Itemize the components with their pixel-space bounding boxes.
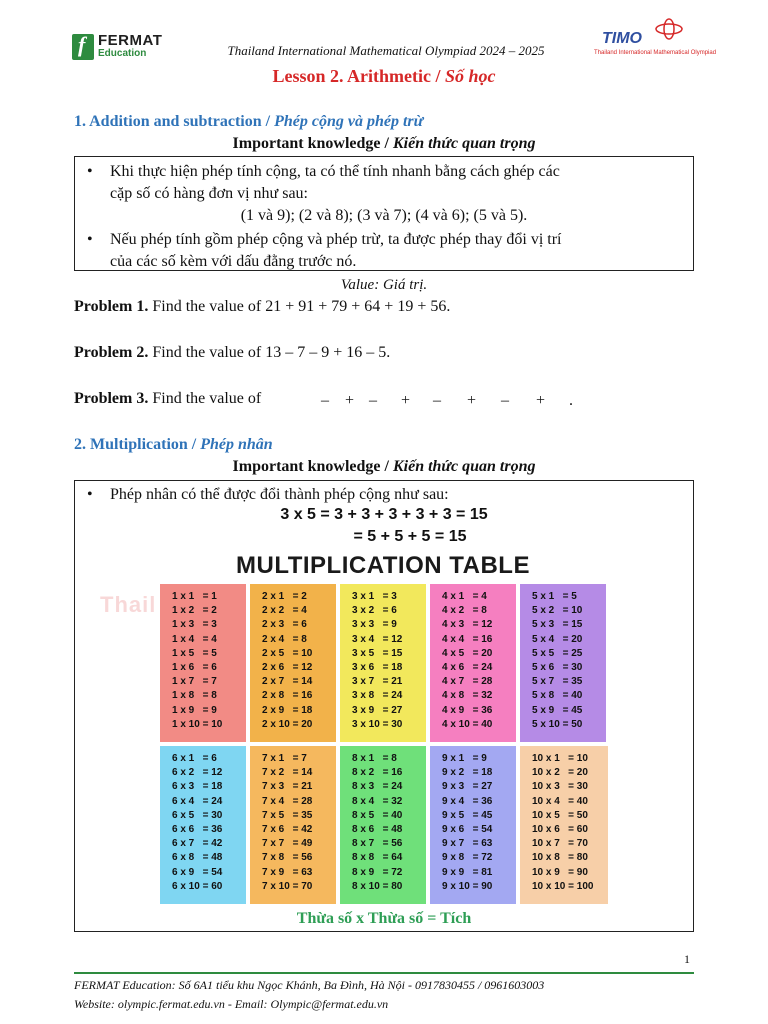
watermark: Thail — [100, 592, 157, 617]
times-table-row: 6 x 8 = 48 — [172, 852, 223, 864]
times-table-row: 3 x 3 = 9 — [352, 619, 397, 631]
times-table-row: 10 x 10 = 100 — [532, 880, 594, 892]
times-table-7 — [250, 746, 336, 904]
times-table-5 — [520, 584, 606, 742]
footer-address: FERMAT Education: Số 6A1 tiểu khu Ngọc Khánh, Ba Đình, Hà Nội - 0917830455 / 0961603003 — [74, 978, 545, 992]
section1-title-vi: Phép cộng và phép trừ — [274, 113, 424, 130]
section1-ik-en: Important knowledge / — [232, 135, 393, 152]
fermat-logo-icon — [72, 34, 94, 60]
section2-title-vi: Phép nhân — [200, 436, 273, 453]
fermat-logo-name: FERMAT — [98, 32, 163, 49]
times-table-row: 2 x 4 = 8 — [262, 633, 307, 645]
times-table-row: 3 x 2 = 6 — [352, 605, 397, 617]
times-table-row: 10 x 9 = 90 — [532, 866, 588, 878]
times-table-row: 6 x 2 = 12 — [172, 767, 223, 779]
times-table-row: 8 x 4 = 32 — [352, 795, 403, 807]
times-table-row: 2 x 10 = 20 — [262, 718, 313, 730]
times-table-row: 10 x 4 = 40 — [532, 795, 588, 807]
problem-1-label: Problem 1. — [74, 298, 149, 315]
times-table-row: 9 x 2 = 18 — [442, 767, 493, 779]
section1-heading — [74, 113, 423, 131]
problem-3 — [74, 390, 261, 408]
times-table-row: 5 x 4 = 20 — [532, 633, 583, 645]
times-table-row: 7 x 7 = 49 — [262, 838, 313, 850]
problem-3-op: . — [569, 392, 573, 409]
times-table-row: 8 x 5 = 40 — [352, 809, 403, 821]
times-table-row: 3 x 5 = 15 — [352, 647, 403, 659]
times-table-row: 7 x 5 = 35 — [262, 809, 313, 821]
times-table-row: 3 x 7 = 21 — [352, 676, 403, 688]
bullet-icon: • — [87, 231, 93, 248]
times-table-row: 2 x 8 = 16 — [262, 690, 313, 702]
times-table-row: 4 x 10 = 40 — [442, 718, 493, 730]
problem-3-op: + — [401, 392, 411, 409]
problem-2-text: Find the value of 13 – 7 – 9 + 16 – 5. — [148, 344, 391, 361]
times-table-row: 6 x 4 = 24 — [172, 795, 223, 807]
times-table-row: 5 x 6 = 30 — [532, 661, 583, 673]
bullet1-line1: Khi thực hiện phép tính cộng, ta có thể tính nhanh bằng cách ghép các — [110, 163, 560, 180]
times-table-row: 9 x 7 = 63 — [442, 838, 493, 850]
section1-ik-vi: Kiến thức quan trọng — [392, 135, 536, 152]
times-table-row: 3 x 8 = 24 — [352, 690, 403, 702]
times-table-row: 2 x 6 = 12 — [262, 661, 313, 673]
times-table-row: 3 x 9 = 27 — [352, 704, 403, 716]
times-table-row: 5 x 2 = 10 — [532, 605, 583, 617]
times-table-row: 6 x 10 = 60 — [172, 880, 223, 892]
footer-divider — [74, 972, 694, 974]
times-table-row: 4 x 5 = 20 — [442, 647, 493, 659]
section2-important-knowledge — [0, 458, 768, 476]
times-table-6 — [160, 746, 246, 904]
problem-2-label: Problem 2. — [74, 344, 149, 361]
problem-1-text: Find the value of 21 + 91 + 79 + 64 + 19 + 56. — [148, 298, 451, 315]
header-title: Thailand International Mathematical Olympiad 2024 – 2025 — [227, 43, 545, 58]
times-table-row: 2 x 3 = 6 — [262, 619, 307, 631]
times-table-row: 10 x 3 = 30 — [532, 781, 588, 793]
times-table-row: 3 x 6 = 18 — [352, 661, 403, 673]
problem-3-op: + — [467, 392, 477, 409]
times-table-row: 2 x 1 = 2 — [262, 591, 307, 602]
times-table-row: 7 x 10 = 70 — [262, 880, 313, 892]
times-table-row: 3 x 4 = 12 — [352, 633, 403, 645]
lesson-title — [0, 66, 768, 87]
times-table-row: 10 x 6 = 60 — [532, 823, 588, 835]
times-table-row: 9 x 5 = 45 — [442, 809, 493, 821]
section2-title: 2. Multiplication / — [74, 436, 201, 453]
times-table-row: 4 x 6 = 24 — [442, 661, 493, 673]
times-table-row: 8 x 3 = 24 — [352, 781, 403, 793]
times-table-row: 8 x 9 = 72 — [352, 866, 403, 878]
times-table-row: 6 x 6 = 36 — [172, 823, 223, 835]
times-table-3 — [340, 584, 426, 742]
times-table-row: 9 x 8 = 72 — [442, 852, 493, 864]
multiplication-caption: Thừa số x Thừa số = Tích — [296, 910, 472, 927]
times-table-row: 9 x 3 = 27 — [442, 781, 493, 793]
times-table-row: 6 x 1 = 6 — [172, 753, 217, 764]
times-table-row: 4 x 4 = 16 — [442, 633, 493, 645]
times-table-row: 5 x 5 = 25 — [532, 647, 583, 659]
times-table-1 — [160, 584, 246, 742]
times-table-row: 1 x 9 = 9 — [172, 704, 217, 716]
times-table-row: 7 x 2 = 14 — [262, 767, 313, 779]
times-table-row: 3 x 1 = 3 — [352, 591, 397, 602]
times-table-row: 10 x 1 = 10 — [532, 753, 588, 764]
times-table-9 — [430, 746, 516, 904]
times-table-row: 8 x 1 = 8 — [352, 753, 397, 764]
bullet-icon: • — [87, 486, 93, 503]
times-table-row: 5 x 1 = 5 — [532, 591, 577, 602]
times-table-row: 4 x 2 = 8 — [442, 605, 487, 617]
fermat-logo-sub: Education — [98, 48, 147, 59]
times-table-row: 6 x 7 = 42 — [172, 838, 223, 850]
times-table-row: 1 x 3 = 3 — [172, 619, 217, 631]
problem-3-op: – — [369, 392, 377, 409]
times-table-row: 4 x 8 = 32 — [442, 690, 493, 702]
times-table-row: 9 x 10 = 90 — [442, 880, 493, 892]
section2-ik-en: Important knowledge / — [232, 458, 393, 475]
times-table-row: 2 x 2 = 4 — [262, 605, 307, 617]
times-table-row: 7 x 9 = 63 — [262, 866, 313, 878]
times-table-row: 9 x 6 = 54 — [442, 823, 493, 835]
times-table-row: 1 x 5 = 5 — [172, 647, 217, 659]
times-table-row: 5 x 9 = 45 — [532, 704, 583, 716]
timo-logo-icon — [654, 18, 684, 40]
digit-pairs: (1 và 9); (2 và 8); (3 và 7); (4 và 6); (5 và 5). — [240, 207, 528, 224]
problem-3-label: Problem 3. — [74, 390, 149, 407]
timo-logo-sub: Thailand International Mathematical Olympiad — [594, 50, 717, 56]
times-table-row: 7 x 6 = 42 — [262, 823, 313, 835]
times-table-row: 1 x 4 = 4 — [172, 633, 217, 645]
lesson-title-vi: Số học — [444, 66, 496, 86]
times-table-row: 8 x 8 = 64 — [352, 852, 403, 864]
times-table-row: 1 x 7 = 7 — [172, 676, 217, 688]
times-table-row: 10 x 2 = 20 — [532, 767, 588, 779]
section2-ik-vi: Kiến thức quan trọng — [392, 458, 536, 475]
timo-logo — [594, 18, 717, 63]
problem-1 — [74, 298, 450, 316]
times-table-row: 4 x 9 = 36 — [442, 704, 493, 716]
multiplication-table-title: MULTIPLICATION TABLE — [236, 552, 530, 579]
lesson-title-en: Lesson 2. Arithmetic / — [272, 66, 445, 86]
times-table-8 — [340, 746, 426, 904]
bullet2-line1: Nếu phép tính gồm phép cộng và phép trừ, ta được phép thay đổi vị trí — [110, 231, 562, 248]
times-table-row: 7 x 1 = 7 — [262, 753, 307, 764]
timo-logo-text: TIMO — [602, 30, 642, 47]
knowledge-box-addition — [74, 156, 694, 271]
times-table-row: 1 x 6 = 6 — [172, 661, 217, 673]
times-table-2 — [250, 584, 336, 742]
multiplication-equation-2: = 5 + 5 + 5 = 15 — [353, 528, 467, 545]
times-table-row: 5 x 3 = 15 — [532, 619, 583, 631]
times-table-row: 8 x 10 = 80 — [352, 880, 403, 892]
times-table-row: 7 x 3 = 21 — [262, 781, 313, 793]
section2-heading — [74, 436, 273, 454]
times-table-row: 7 x 4 = 28 — [262, 795, 313, 807]
times-table-row: 10 x 5 = 50 — [532, 809, 588, 821]
multiplication-equation-1: 3 x 5 = 3 + 3 + 3 + 3 + 3 = 15 — [280, 506, 488, 523]
times-table-row: 2 x 5 = 10 — [262, 647, 313, 659]
times-table-row: 10 x 7 = 70 — [532, 838, 588, 850]
times-table-row: 9 x 9 = 81 — [442, 866, 493, 878]
fermat-logo — [72, 32, 172, 64]
times-table-row: 4 x 1 = 4 — [442, 591, 487, 602]
times-table-row: 6 x 9 = 54 — [172, 866, 223, 878]
times-table-row: 6 x 3 = 18 — [172, 781, 223, 793]
times-table-row: 3 x 10 = 30 — [352, 718, 403, 730]
times-table-row: 2 x 9 = 18 — [262, 704, 313, 716]
problem-3-op: – — [501, 392, 509, 409]
bullet2-line2: của các số kèm với dấu đằng trước nó. — [110, 253, 357, 270]
times-table-row: 1 x 8 = 8 — [172, 690, 217, 702]
multiplication-bullet: Phép nhân có thể được đổi thành phép cộng như sau: — [110, 486, 449, 503]
problem-2 — [74, 344, 390, 362]
times-table-row: 2 x 7 = 14 — [262, 676, 313, 688]
times-table-row: 8 x 2 = 16 — [352, 767, 403, 779]
value-note: Value: Giá trị. — [340, 277, 428, 293]
times-table-row: 4 x 3 = 12 — [442, 619, 493, 631]
times-table-row: 9 x 1 = 9 — [442, 753, 487, 764]
footer-contact: Website: olympic.fermat.edu.vn - Email: Olympic@fermat.edu.vn — [74, 997, 389, 1011]
times-table-row: 5 x 8 = 40 — [532, 690, 583, 702]
times-table-10 — [520, 746, 608, 904]
times-table-row: 1 x 10 = 10 — [172, 718, 223, 730]
times-table-4 — [430, 584, 516, 742]
section1-title: 1. Addition and subtraction / — [74, 113, 275, 130]
problem-3-op: – — [433, 392, 441, 409]
problem-3-op: – — [321, 392, 329, 409]
times-table-row: 8 x 7 = 56 — [352, 838, 403, 850]
times-table-row: 5 x 10 = 50 — [532, 718, 583, 730]
bullet-icon: • — [87, 163, 93, 180]
times-table-row: 9 x 4 = 36 — [442, 795, 493, 807]
times-table-row: 1 x 2 = 2 — [172, 605, 217, 617]
problem-3-op: + — [536, 392, 546, 409]
times-table-row: 10 x 8 = 80 — [532, 852, 588, 864]
page-number: 1 — [684, 952, 690, 966]
times-table-row: 6 x 5 = 30 — [172, 809, 223, 821]
times-table-row: 8 x 6 = 48 — [352, 823, 403, 835]
section1-important-knowledge — [0, 135, 768, 153]
problem-3-text: Find the value of — [148, 390, 262, 407]
times-table-row: 4 x 7 = 28 — [442, 676, 493, 688]
bullet1-line2: cặp số có hàng đơn vị như sau: — [110, 185, 308, 202]
times-table-row: 1 x 1 = 1 — [172, 591, 217, 602]
times-table-row: 7 x 8 = 56 — [262, 852, 313, 864]
times-table-row: 5 x 7 = 35 — [532, 676, 583, 688]
problem-3-op: + — [345, 392, 355, 409]
